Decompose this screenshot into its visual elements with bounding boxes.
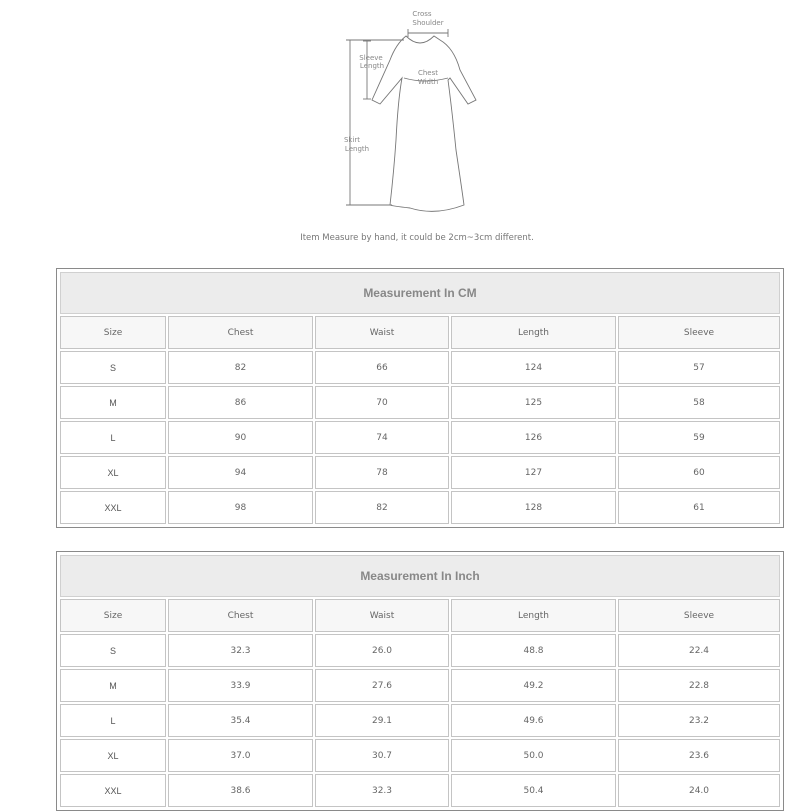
cell-chest: 35.4	[168, 704, 313, 737]
table-row	[60, 421, 780, 454]
svg-text:Chest: Chest	[417, 69, 439, 77]
size-table-inch	[56, 551, 784, 811]
cell-size: M	[60, 669, 166, 702]
cell-length: 50.0	[451, 739, 616, 772]
cell-length: 49.2	[451, 669, 616, 702]
table-title-row	[60, 272, 780, 314]
cell-sleeve: 23.2	[618, 704, 780, 737]
dress-outline-icon	[330, 0, 490, 220]
svg-text:Sleeve: Sleeve	[359, 54, 383, 62]
cell-chest: 82	[168, 351, 313, 384]
cell-chest: 98	[168, 491, 313, 524]
cell-waist: 26.0	[315, 634, 449, 667]
table-row	[60, 739, 780, 772]
header-chest: Chest	[168, 316, 313, 349]
cell-size: S	[60, 634, 166, 667]
cell-length: 124	[451, 351, 616, 384]
header-size: Size	[60, 316, 166, 349]
table-header-row	[60, 316, 780, 349]
header-chest: Chest	[168, 599, 313, 632]
cell-size: S	[60, 351, 166, 384]
cell-waist: 70	[315, 386, 449, 419]
cell-length: 128	[451, 491, 616, 524]
measurement-note: Item Measure by hand, it could be 2cm~3cm different.	[300, 233, 534, 243]
table-row	[60, 634, 780, 667]
header-waist: Waist	[315, 316, 449, 349]
cell-waist: 29.1	[315, 704, 449, 737]
cell-size: XL	[60, 456, 166, 489]
cell-size: XXL	[60, 774, 166, 807]
cell-sleeve: 22.4	[618, 634, 780, 667]
svg-text:Shoulder: Shoulder	[412, 19, 444, 27]
svg-text:Length: Length	[359, 62, 385, 70]
cell-sleeve: 60	[618, 456, 780, 489]
cell-length: 127	[451, 456, 616, 489]
cell-waist: 74	[315, 421, 449, 454]
table-row	[60, 456, 780, 489]
cell-sleeve: 61	[618, 491, 780, 524]
size-table-cm	[56, 268, 784, 528]
table-row	[60, 351, 780, 384]
header-waist: Waist	[315, 599, 449, 632]
cell-chest: 94	[168, 456, 313, 489]
cell-sleeve: 57	[618, 351, 780, 384]
cell-length: 48.8	[451, 634, 616, 667]
cell-length: 49.6	[451, 704, 616, 737]
cell-waist: 78	[315, 456, 449, 489]
cell-waist: 32.3	[315, 774, 449, 807]
table-row	[60, 704, 780, 737]
header-sleeve: Sleeve	[618, 599, 780, 632]
cell-chest: 32.3	[168, 634, 313, 667]
header-length: Length	[451, 599, 616, 632]
table-row	[60, 386, 780, 419]
cell-chest: 37.0	[168, 739, 313, 772]
table-row	[60, 669, 780, 702]
dress-measurement-diagram	[330, 0, 490, 220]
cell-size: XXL	[60, 491, 166, 524]
header-size: Size	[60, 599, 166, 632]
table-title: Measurement In CM	[60, 272, 780, 314]
cell-length: 126	[451, 421, 616, 454]
table-row	[60, 491, 780, 524]
cell-length: 50.4	[451, 774, 616, 807]
cell-chest: 33.9	[168, 669, 313, 702]
table-row	[60, 774, 780, 807]
cell-size: L	[60, 421, 166, 454]
cell-sleeve: 22.8	[618, 669, 780, 702]
table-title: Measurement In Inch	[60, 555, 780, 597]
table-title-row	[60, 555, 780, 597]
cell-sleeve: 58	[618, 386, 780, 419]
cell-waist: 27.6	[315, 669, 449, 702]
cell-sleeve: 59	[618, 421, 780, 454]
cell-waist: 30.7	[315, 739, 449, 772]
cell-size: XL	[60, 739, 166, 772]
cell-waist: 82	[315, 491, 449, 524]
cell-sleeve: 23.6	[618, 739, 780, 772]
cell-chest: 90	[168, 421, 313, 454]
cell-waist: 66	[315, 351, 449, 384]
svg-text:Cross: Cross	[412, 10, 432, 18]
header-sleeve: Sleeve	[618, 316, 780, 349]
cell-size: M	[60, 386, 166, 419]
cell-size: L	[60, 704, 166, 737]
cell-sleeve: 24.0	[618, 774, 780, 807]
cell-chest: 86	[168, 386, 313, 419]
table-header-row	[60, 599, 780, 632]
svg-text:Skirt: Skirt	[343, 136, 361, 144]
svg-text:Width: Width	[417, 78, 439, 86]
header-length: Length	[451, 316, 616, 349]
svg-text:Length: Length	[344, 145, 370, 153]
cell-length: 125	[451, 386, 616, 419]
cell-chest: 38.6	[168, 774, 313, 807]
